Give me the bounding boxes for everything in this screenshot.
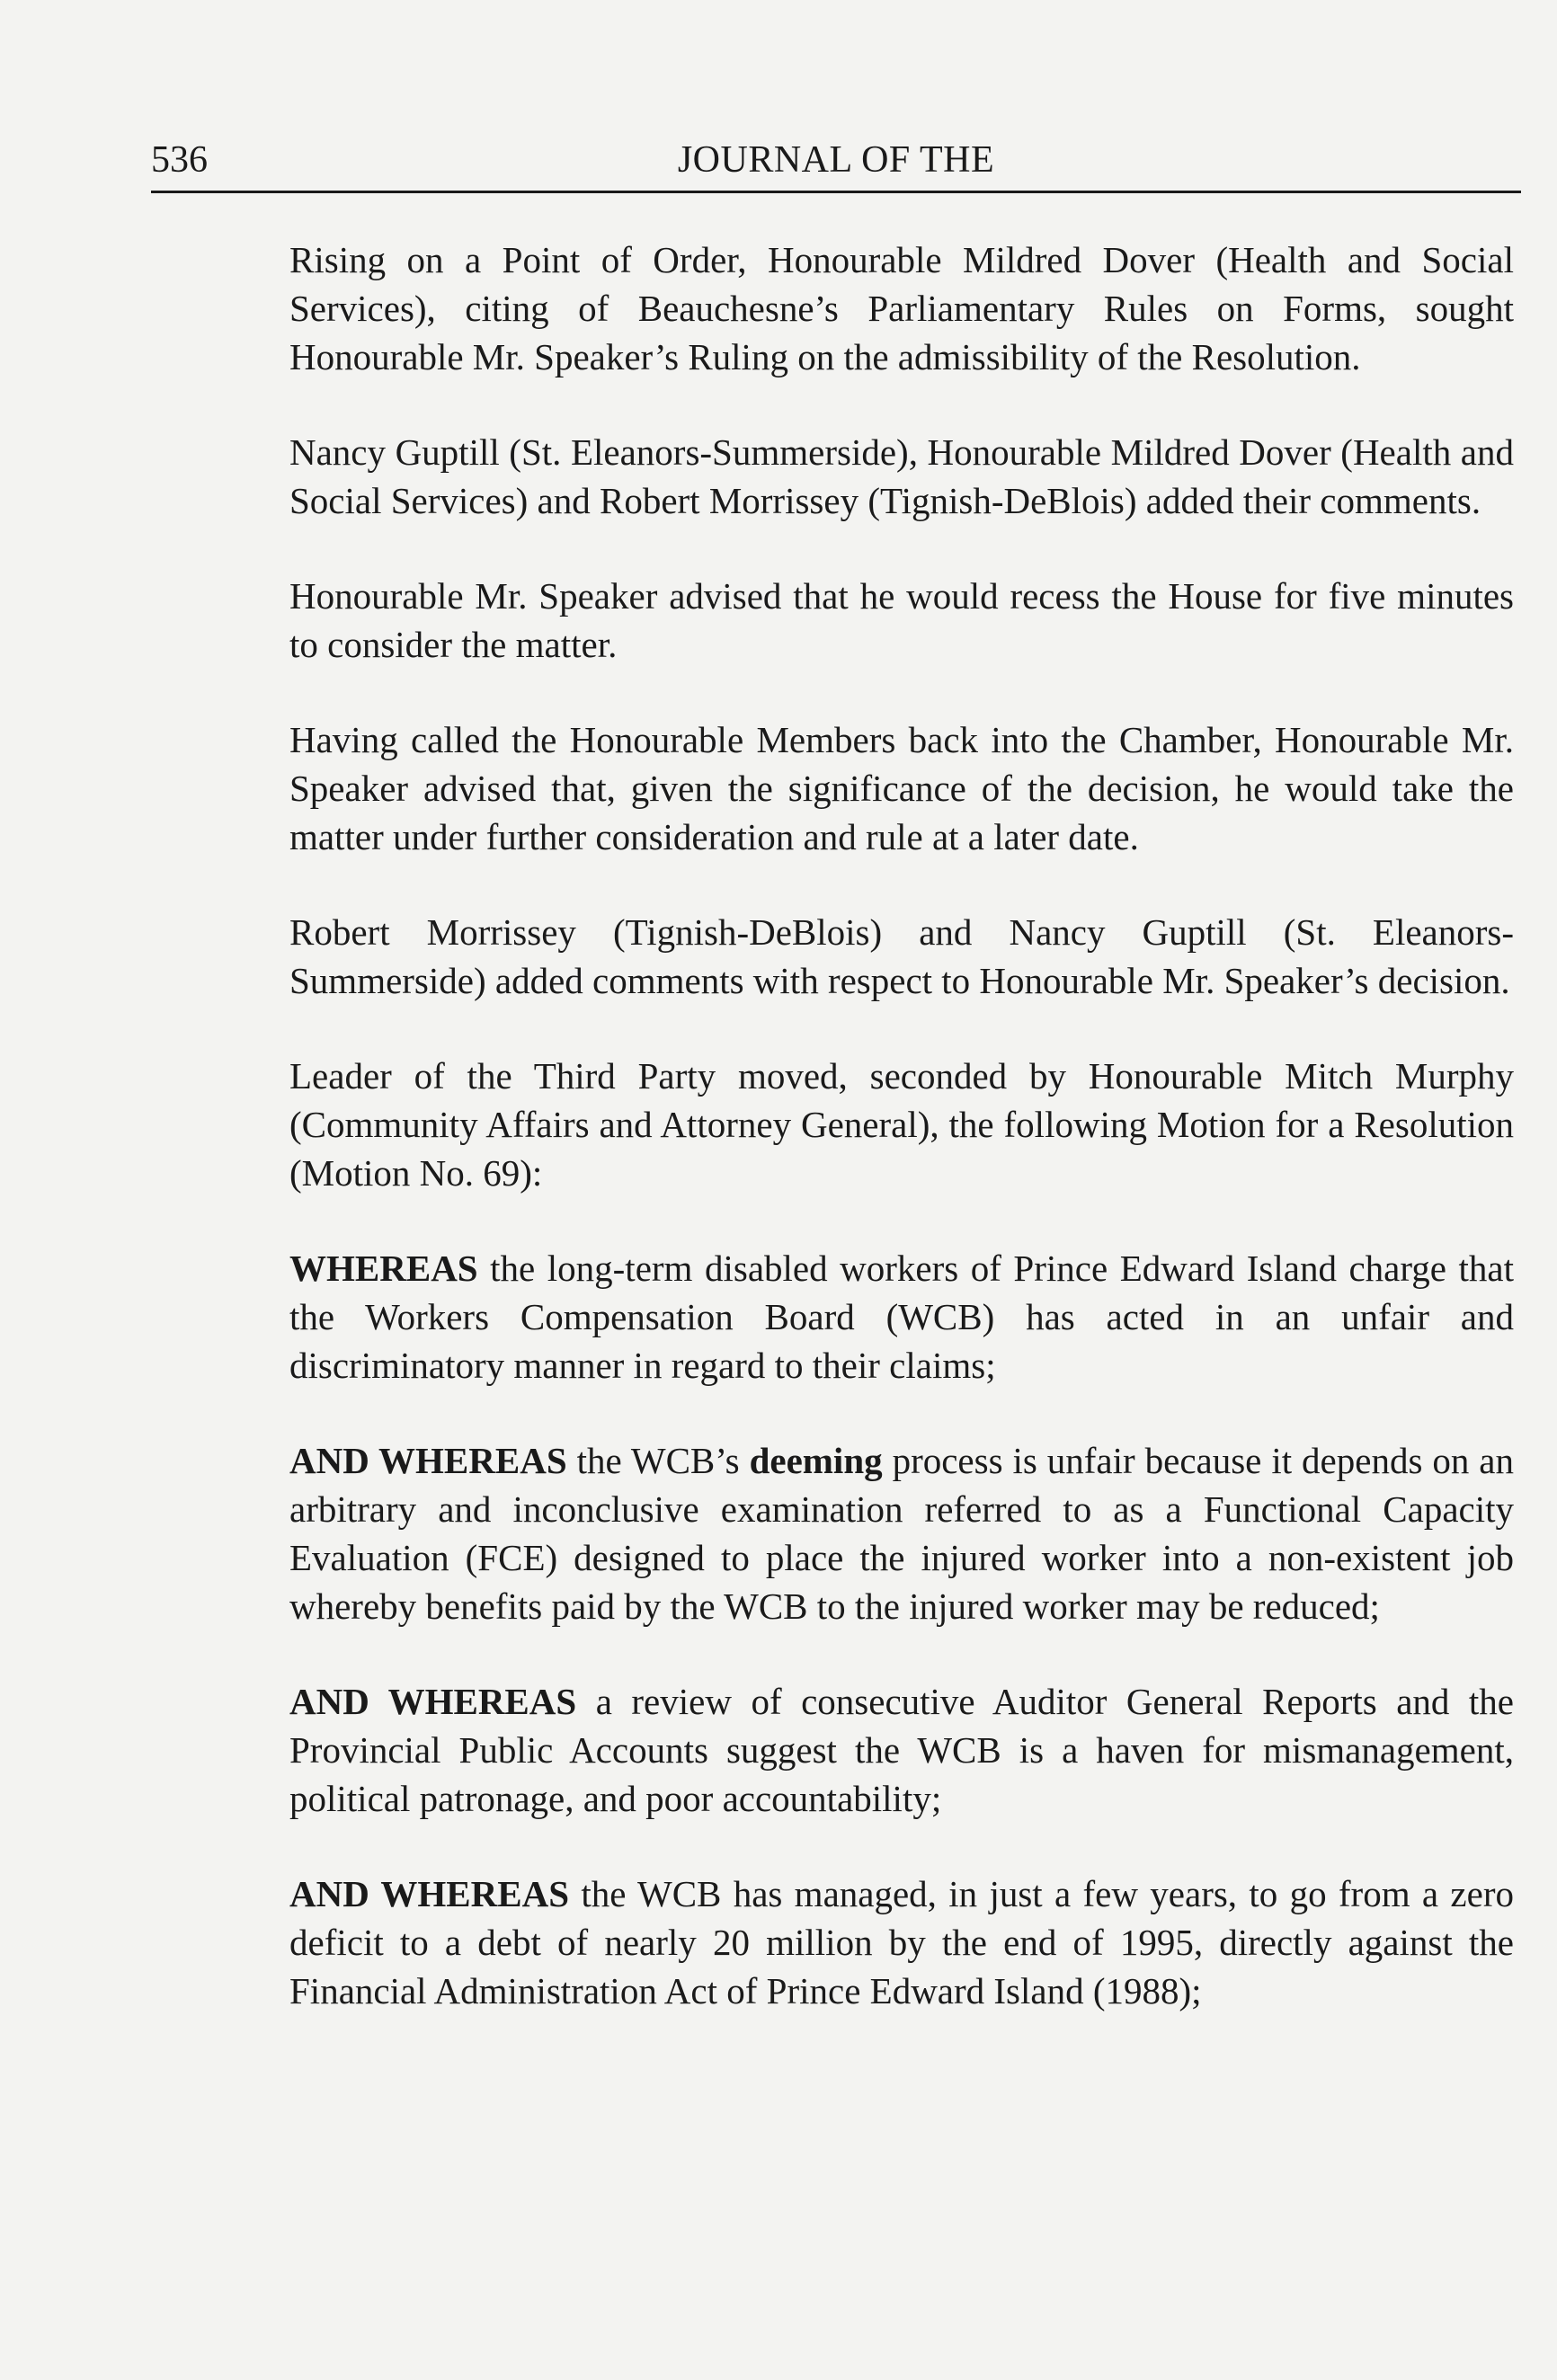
whereas-clause-2 bbox=[289, 1436, 1514, 1630]
paragraph-speaker-advice: Having called the Honourable Members back into the Chamber, Honourable Mr. Speaker advised that, given the significance of the decision, he would take the matter under further consideration and rule at a later date. bbox=[289, 719, 1514, 857]
paragraph-motion-intro: Leader of the Third Party moved, seconded by Honourable Mitch Murphy (Community Affairs and Attorney General), the following Motion for a Resolution (Motion No. 69): bbox=[289, 1055, 1514, 1194]
page-number: 536 bbox=[151, 139, 208, 181]
whereas-text: the long-term disabled workers of Prince Edward Island charge that the Workers Compensation Board (WCB) has acted in an unfair and discriminatory manner in regard to their claims; bbox=[289, 1248, 1514, 1386]
whereas-clause-3 bbox=[289, 1677, 1514, 1823]
whereas-text: a review of consecutive Auditor General Reports and the Provincial Public Accounts suggest the WCB is a haven for mismanagement, political patronage, and poor accountability; bbox=[289, 1681, 1514, 1819]
whereas-keyword: AND WHEREAS bbox=[289, 1440, 567, 1481]
whereas-text: process is unfair because it depends on an arbitrary and inconclusive examination referred to as a Functional Capacity Evaluation (FCE) designed to place the injured worker into a non-existent job whereby benefits paid by the WCB to the injured worker may be reduced; bbox=[289, 1440, 1514, 1627]
whereas-text: the WCB has managed, in just a few years, to go from a zero deficit to a debt of nearly 20 million by the end of 1995, directly against the Financial Administration Act of Prince Edward Island (1988); bbox=[289, 1873, 1514, 2011]
page-header bbox=[151, 133, 1521, 193]
paragraph-further-comments: Robert Morrissey (Tignish-DeBlois) and Nancy Guptill (St. Eleanors-Summerside) added comments with respect to Honourable Mr. Speaker’s decision. bbox=[289, 911, 1514, 1001]
paragraph-point-of-order: Rising on a Point of Order, Honourable Mildred Dover (Health and Social Services), citing of Beauchesne’s Parliamentary Rules on Forms, sought Honourable Mr. Speaker’s Ruling on the admissibility of the Resolution. bbox=[289, 239, 1514, 377]
whereas-keyword: AND WHEREAS bbox=[289, 1873, 570, 1914]
paragraph-recess: Honourable Mr. Speaker advised that he would recess the House for five minutes to consider the matter. bbox=[289, 575, 1514, 665]
whereas-clause-1 bbox=[289, 1244, 1514, 1390]
deeming-term: deeming bbox=[749, 1440, 883, 1481]
whereas-keyword: WHEREAS bbox=[289, 1248, 478, 1289]
whereas-text-before: the WCB’s bbox=[566, 1440, 750, 1481]
paragraph-member-comments: Nancy Guptill (St. Eleanors-Summerside), Honourable Mildred Dover (Health and Social Services) and Robert Morrissey (Tignish-DeBlois) added their comments. bbox=[289, 431, 1514, 521]
whereas-keyword: AND WHEREAS bbox=[289, 1681, 577, 1722]
journal-body bbox=[289, 235, 1514, 2062]
running-head: JOURNAL OF THE bbox=[677, 139, 995, 181]
whereas-clause-4 bbox=[289, 1869, 1514, 2015]
